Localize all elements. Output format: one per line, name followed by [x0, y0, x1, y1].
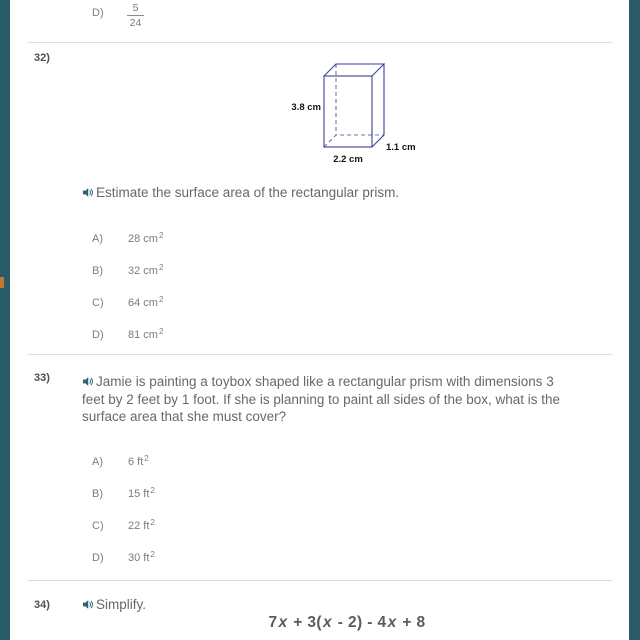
fraction: [127, 2, 144, 29]
option-row: [92, 229, 163, 246]
question-divider: [28, 42, 612, 43]
option-value: 81 $cm^2$: [128, 327, 164, 341]
option-row: [92, 452, 149, 469]
option-letter: D): [92, 7, 104, 19]
option-row: [92, 325, 163, 342]
option-letter: B): [92, 265, 103, 277]
option-superscript: 2: [158, 295, 164, 304]
side-tab[interactable]: [0, 277, 4, 288]
sidebar-left: [0, 0, 10, 640]
option-value: 15 $ft^2$: [128, 486, 155, 500]
question-divider: [28, 580, 612, 581]
option-letter: A): [92, 456, 103, 468]
speaker-icon[interactable]: [82, 599, 93, 610]
option-row: [92, 261, 163, 278]
option-value: 6 $ft^2$: [128, 454, 149, 468]
question-prompt-line: Jamie is painting a toybox shaped like a rectangular prism with dimensions 3: [96, 374, 554, 389]
question-divider: [28, 354, 612, 355]
option-superscript: 2: [158, 263, 164, 272]
speaker-icon[interactable]: [82, 376, 93, 387]
option-superscript: 2: [150, 486, 155, 495]
question-prompt-text: Estimate the surface area of the rectangular prism.: [96, 185, 400, 200]
question-prompt: [82, 184, 399, 202]
question-number: 34): [34, 599, 50, 611]
option-letter: A): [92, 233, 103, 245]
question-prompt: [82, 373, 612, 426]
option-row: [92, 293, 163, 310]
option-letter: D): [92, 552, 104, 564]
question-prompt-line: surface area that she must cover?: [82, 409, 287, 424]
option-superscript: 2: [158, 327, 164, 336]
speaker-icon[interactable]: [82, 187, 93, 198]
option-letter: D): [92, 329, 104, 341]
option-superscript: 2: [144, 454, 149, 463]
option-letter: C): [92, 520, 104, 532]
question-number: 33): [34, 372, 50, 384]
option-value: 64 $cm^2$: [128, 295, 164, 309]
question-number: 32): [34, 52, 50, 64]
expression: 7x + 3(x - 2) - 4x + 8: [268, 614, 426, 631]
sidebar-right: [629, 0, 640, 640]
question-prompt-line: feet by 2 feet by 1 foot. If she is planning to paint all sides of the box, what is the: [82, 391, 561, 407]
option-superscript: 2: [150, 550, 155, 559]
prism-figure: [280, 52, 420, 167]
fraction-numerator: 5: [127, 2, 144, 16]
option-superscript: 2: [150, 518, 155, 527]
option-value: 30 $ft^2$: [128, 550, 155, 564]
fraction-denominator: 24: [129, 17, 142, 29]
option-value: 32 $cm^2$: [128, 263, 164, 277]
question-prompt: [82, 596, 146, 614]
prism-front-face: [324, 76, 372, 147]
option-row: [92, 548, 155, 565]
prism-width-label: 2.2 cm: [333, 154, 363, 165]
prism-depth-label: 1.1 cm: [386, 142, 416, 153]
option-letter: B): [92, 488, 103, 500]
option-letter: C): [92, 297, 104, 309]
question-prompt-text: Simplify.: [96, 597, 147, 612]
option-value: 22 $ft^2$: [128, 518, 155, 532]
option-row: [92, 516, 155, 533]
option-row: [92, 484, 155, 501]
option-value: 28 $cm^2$: [128, 231, 164, 245]
option-superscript: 2: [158, 231, 164, 240]
prism-height-label: 3.8 cm: [291, 102, 321, 113]
